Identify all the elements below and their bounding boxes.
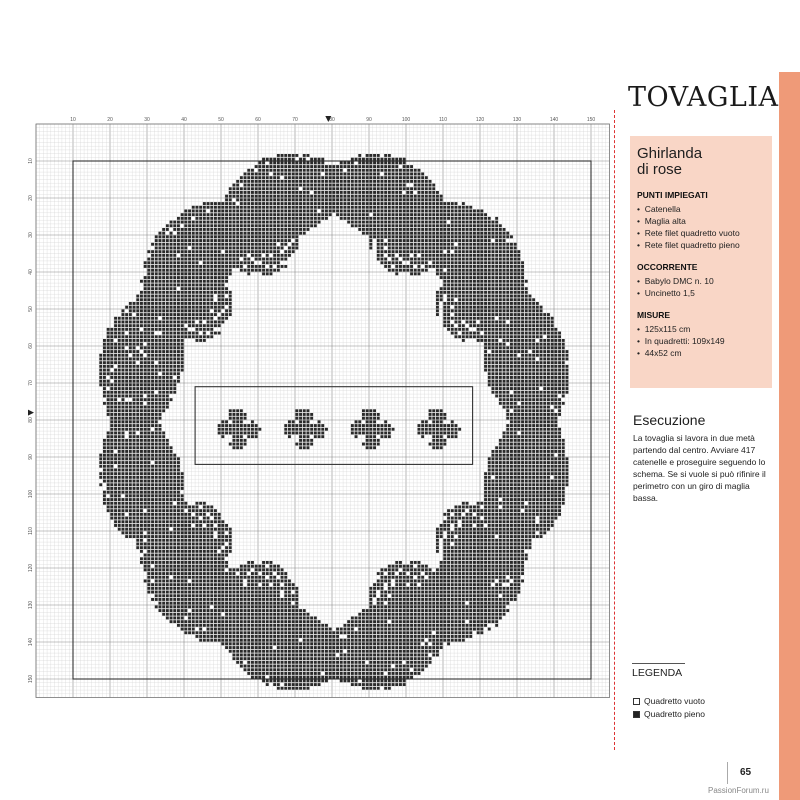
x-tick-label: 140 bbox=[549, 117, 559, 123]
x-tick-label: 120 bbox=[475, 117, 485, 123]
y-tick-label: 40 bbox=[28, 269, 34, 275]
list-item: • Maglia alta bbox=[637, 215, 766, 227]
execution-text: La tovaglia si lavora in due metà partendo dal centro. Avviare 417 catenelle e proseguire seguendo lo schema. Se si vuole si può rifinire il perimetro con un giro di maglia bassa. bbox=[633, 433, 766, 503]
legend-rule bbox=[632, 663, 685, 664]
y-tick-label: 110 bbox=[28, 527, 34, 535]
materials-heading: OCCORRENTE bbox=[637, 262, 698, 272]
list-item: • Rete filet quadretto vuoto bbox=[637, 227, 766, 239]
list-item: • Rete filet quadretto pieno bbox=[637, 239, 766, 251]
empty-square-icon bbox=[633, 698, 640, 705]
y-tick-label: 30 bbox=[28, 232, 34, 238]
dashed-divider bbox=[614, 110, 615, 750]
info-panel bbox=[630, 136, 772, 388]
list-item: • Uncinetto 1,5 bbox=[637, 287, 766, 299]
x-tick-label: 10 bbox=[70, 117, 76, 123]
y-tick-label: 140 bbox=[28, 637, 34, 647]
x-tick-label: 60 bbox=[255, 117, 261, 123]
stitches-list bbox=[637, 203, 766, 251]
y-tick-label: 70 bbox=[28, 380, 34, 386]
measures-list bbox=[637, 323, 766, 359]
measures-heading: MISURE bbox=[637, 310, 671, 320]
x-tick-label: 100 bbox=[401, 117, 411, 123]
y-tick-label: 50 bbox=[28, 306, 34, 312]
accent-side-bar bbox=[779, 72, 800, 800]
y-tick-label: 60 bbox=[28, 343, 34, 349]
legend-label: Quadretto vuoto bbox=[644, 696, 705, 706]
list-item: • In quadretti: 109x149 bbox=[637, 335, 766, 347]
y-tick-label: 80 bbox=[28, 417, 34, 423]
x-tick-label: 110 bbox=[439, 117, 447, 123]
center-row-marker bbox=[28, 410, 34, 416]
y-tick-label: 10 bbox=[28, 158, 34, 164]
legend-item-filled bbox=[633, 709, 705, 719]
legend-title: LEGENDA bbox=[632, 667, 683, 679]
filled-cells bbox=[99, 154, 568, 690]
legend-item-empty bbox=[633, 696, 705, 706]
list-item: • Babylo DMC n. 10 bbox=[637, 275, 766, 287]
y-tick-label: 120 bbox=[28, 563, 34, 573]
execution-title: Esecuzione bbox=[633, 412, 706, 428]
materials-list bbox=[637, 275, 766, 299]
x-tick-label: 90 bbox=[366, 117, 372, 123]
y-tick-label: 100 bbox=[28, 489, 34, 499]
legend-label: Quadretto pieno bbox=[644, 709, 705, 719]
stitches-heading: PUNTI IMPIEGATI bbox=[637, 190, 708, 200]
x-tick-label: 70 bbox=[292, 117, 298, 123]
list-item: • 44x52 cm bbox=[637, 347, 766, 359]
list-item: • Catenella bbox=[637, 203, 766, 215]
y-tick-label: 20 bbox=[28, 195, 34, 201]
footer-rule bbox=[727, 762, 728, 784]
page-title: TOVAGLIA bbox=[628, 82, 779, 113]
x-tick-label: 150 bbox=[586, 117, 596, 123]
y-tick-label: 90 bbox=[28, 454, 34, 460]
x-tick-label: 30 bbox=[144, 117, 150, 123]
page-number: 65 bbox=[740, 767, 752, 778]
x-tick-label: 50 bbox=[218, 117, 224, 123]
filled-square-icon bbox=[633, 711, 640, 718]
x-tick-label: 20 bbox=[107, 117, 113, 123]
list-item: • 125x115 cm bbox=[637, 323, 766, 335]
pattern-name: Ghirlanda di rose bbox=[637, 145, 703, 178]
x-tick-label: 80 bbox=[329, 117, 335, 123]
watermark: PassionForum.ru bbox=[708, 786, 769, 795]
y-tick-label: 130 bbox=[28, 600, 34, 610]
x-tick-label: 40 bbox=[181, 117, 187, 123]
x-tick-label: 130 bbox=[512, 117, 522, 123]
y-tick-label: 150 bbox=[28, 674, 34, 684]
